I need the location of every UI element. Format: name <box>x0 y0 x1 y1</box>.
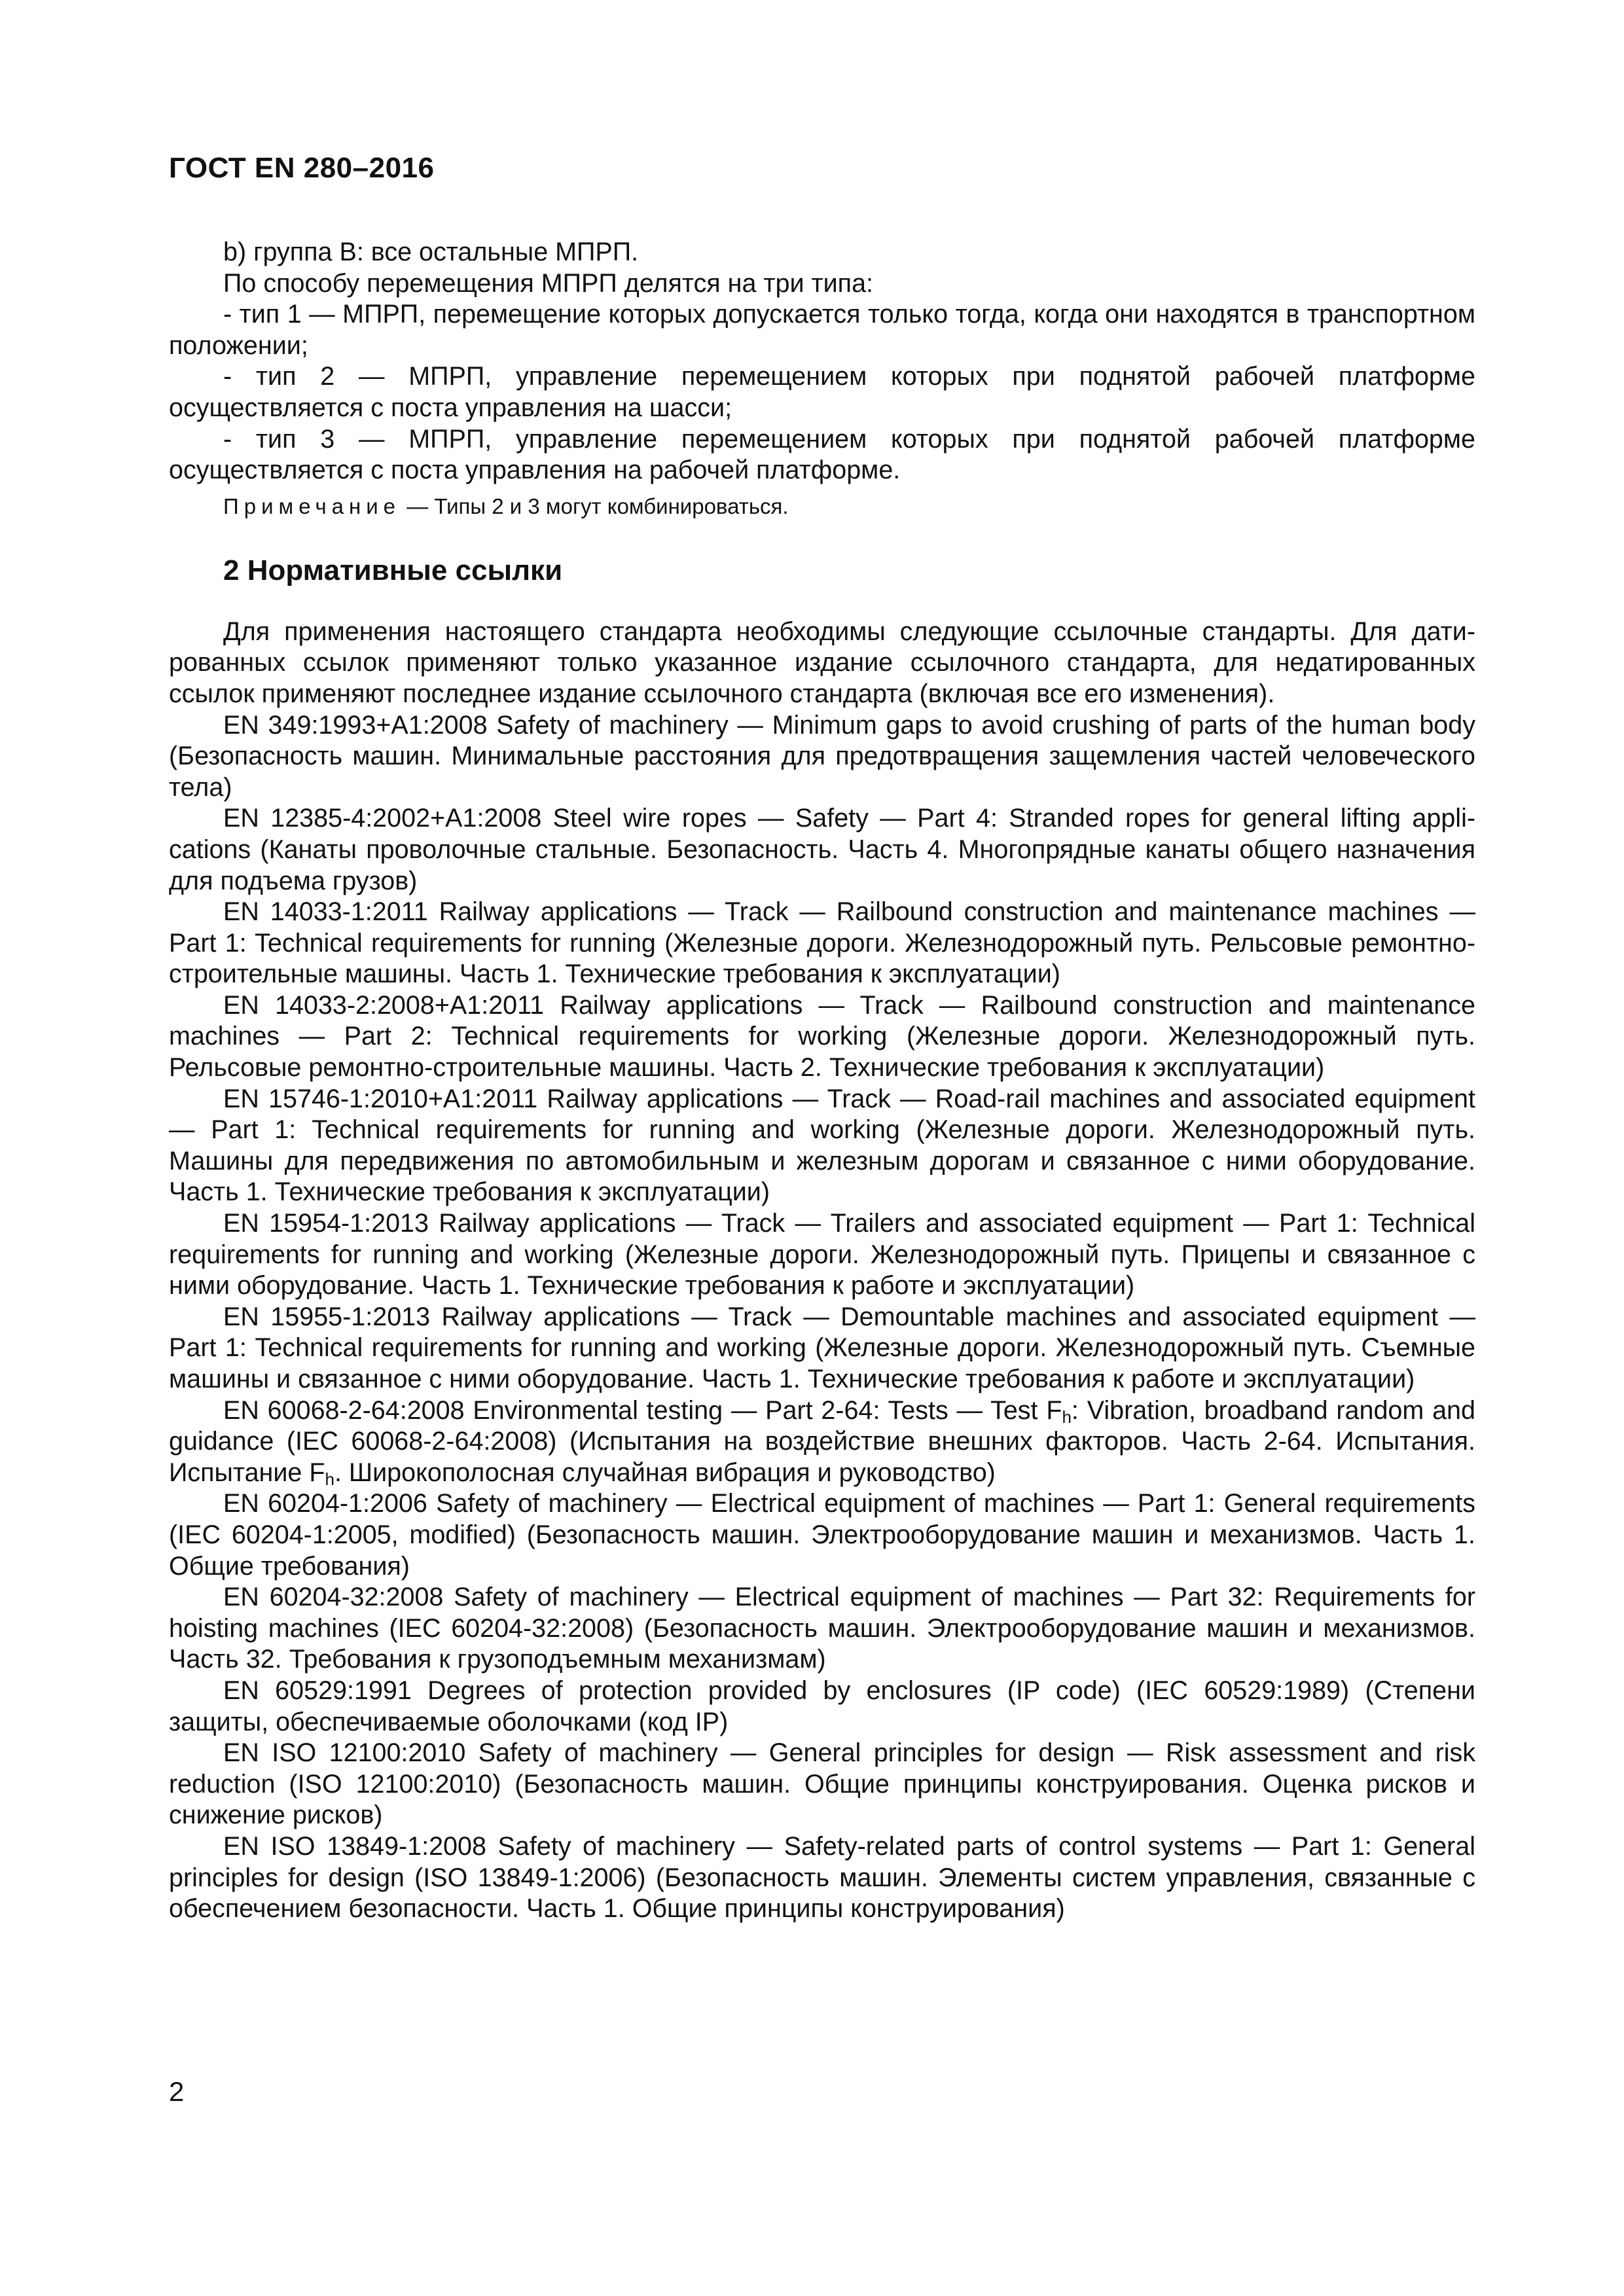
reference-item: EN 15954-1:2013 Railway applications — Track — Trailers and associated equipment — Part 1: Technical requirements for running and working (Железные дороги. Железнодорожный путь. Прицепы и связанное с ними оборудование. Часть 1. Технические требования к работе и эксплуатации) <box>169 1209 1475 1300</box>
reference-item: EN 14033-1:2011 Railway applications — Track — Railbound construction and maintenance machines — Part 1: Technical requirements for running (Железные дороги. Железнодорожный путь. Рельсовые ремонтно-строительные машины. Часть 1. Технические требования к эксплуатации) <box>169 897 1475 989</box>
reference-item: EN ISO 13849-1:2008 Safety of machinery — Safety-related parts of control systems — Part 1: General principles for design (ISO 13849-1:2006) (Безопасность машин. Элементы систем управления, связанные с обеспечением безопасности. Часть 1. Общие принципы конструирования) <box>169 1831 1475 1924</box>
note-label: Примечание <box>223 493 401 518</box>
paragraph-type-1: - тип 1 — МПРП, перемещение которых допускается только тогда, когда они находятся в транспортном положении; <box>169 300 1475 360</box>
reference-item: EN 349:1993+A1:2008 Safety of machinery — Minimum gaps to avoid crushing of parts of the human body (Безопасность машин. Минимальные расстояния для предотвращения защемления частей человеческого тела) <box>169 710 1475 802</box>
paragraph-types-intro: По способу перемещения МПРП делятся на три типа: <box>223 268 874 298</box>
reference-item: EN 14033-2:2008+A1:2011 Railway applications — Track — Railbound construction and maintenance machines — Part 2: Technical requirements for working (Железные дороги. Железнодорожный путь. Рельсовые ремонтно-строительные машины. Часть 2. Технические требования к эксплуатации) <box>169 990 1475 1083</box>
note <box>169 493 1475 520</box>
reference-item: EN 60204-32:2008 Safety of machinery — Electrical equipment of machines — Part 32: Requirements for hoisting machines (IEC 60204-32:2008) (Безопасность машин. Электрооборудование машин и механизмов. Часть 32. Требования к грузоподъемным механизмам) <box>169 1583 1475 1674</box>
reference-item: EN 15955-1:2013 Railway applications — Track — Demountable machines and associated equipment — Part 1: Technical requirements for running and working (Железные дороги. Железнодорожный путь. Съемные машины и связанное с ними оборудование. Часть 1. Технические требования к работе и эксплуатации) <box>169 1302 1475 1393</box>
reference-item-60068: EN 60068-2-64:2008 Environmental testing — Part 2-64: Tests — Test $F_h$: Vibration, broadband random and guidance (IEC 60068-2-64:2008) (Испытания на воздействие внешних факторов. Часть 2-64. Испытания. Испытание $F_h$. Широкополосная случайная вибрация и руководство) <box>169 1395 1475 1489</box>
reference-item: EN 12385-4:2002+A1:2008 Steel wire ropes — Safety — Part 4: Stranded ropes for general lifting applications (Канаты проволочные стальные. Безопасность. Часть 4. Многопрядные канаты общего назначения для подъема грузов) <box>169 804 1475 895</box>
paragraph-type-2: - тип 2 — МПРП, управление перемещением которых при поднятой рабочей платформе осуществляется с поста управления на шасси; <box>169 362 1475 422</box>
reference-item: EN 60204-1:2006 Safety of machinery — Electrical equipment of machines — Part 1: General requirements (IEC 60204-1:2005, modified) (Безопасность машин. Электрооборудование машин и механизмов. Часть 1. Общие требования) <box>169 1489 1475 1581</box>
note-text: — Типы 2 и 3 могут комбинироваться. <box>406 493 789 518</box>
reference-item: EN 15746-1:2010+A1:2011 Railway applications — Track — Road-rail machines and associated equipment — Part 1: Technical requirements for running and working (Железные дороги. Железнодорожный путь. Машины для передвижения по автомобильным и железным дорогам и связанное с ними оборудование. Часть 1. Технические требования к эксплуатации) <box>169 1084 1475 1207</box>
document-header: ГОСТ EN 280–2016 <box>169 152 435 184</box>
section-title: 2 Нормативные ссылки <box>223 554 563 586</box>
reference-item: EN ISO 12100:2010 Safety of machinery — General principles for design — Risk assessment and risk reduction (ISO 12100:2010) (Безопасность машин. Общие принципы конструирования. Оценка рисков и снижение рисков) <box>169 1738 1475 1830</box>
page-number: 2 <box>169 2076 185 2107</box>
paragraph-group-b: b) группа B: все остальные МПРП. <box>223 238 639 266</box>
paragraph-type-3: - тип 3 — МПРП, управление перемещением которых при поднятой рабочей платформе осуществляется с поста управления на рабочей платформе. <box>169 424 1475 485</box>
page-body <box>169 237 1475 1925</box>
references-intro: Для применения настоящего стандарта необходимы следующие ссылочные стандарты. Для датированных ссылок применяют только указанное издание ссылочного стандарта, для недатированных ссылок применяют последнее издание ссылочного стандарта (включая все его изменения). <box>169 617 1475 708</box>
reference-item: EN 60529:1991 Degrees of protection provided by enclosures (IP code) (IEC 60529:1989) (Степени защиты, обеспечиваемые оболочками (код IP) <box>169 1676 1475 1736</box>
